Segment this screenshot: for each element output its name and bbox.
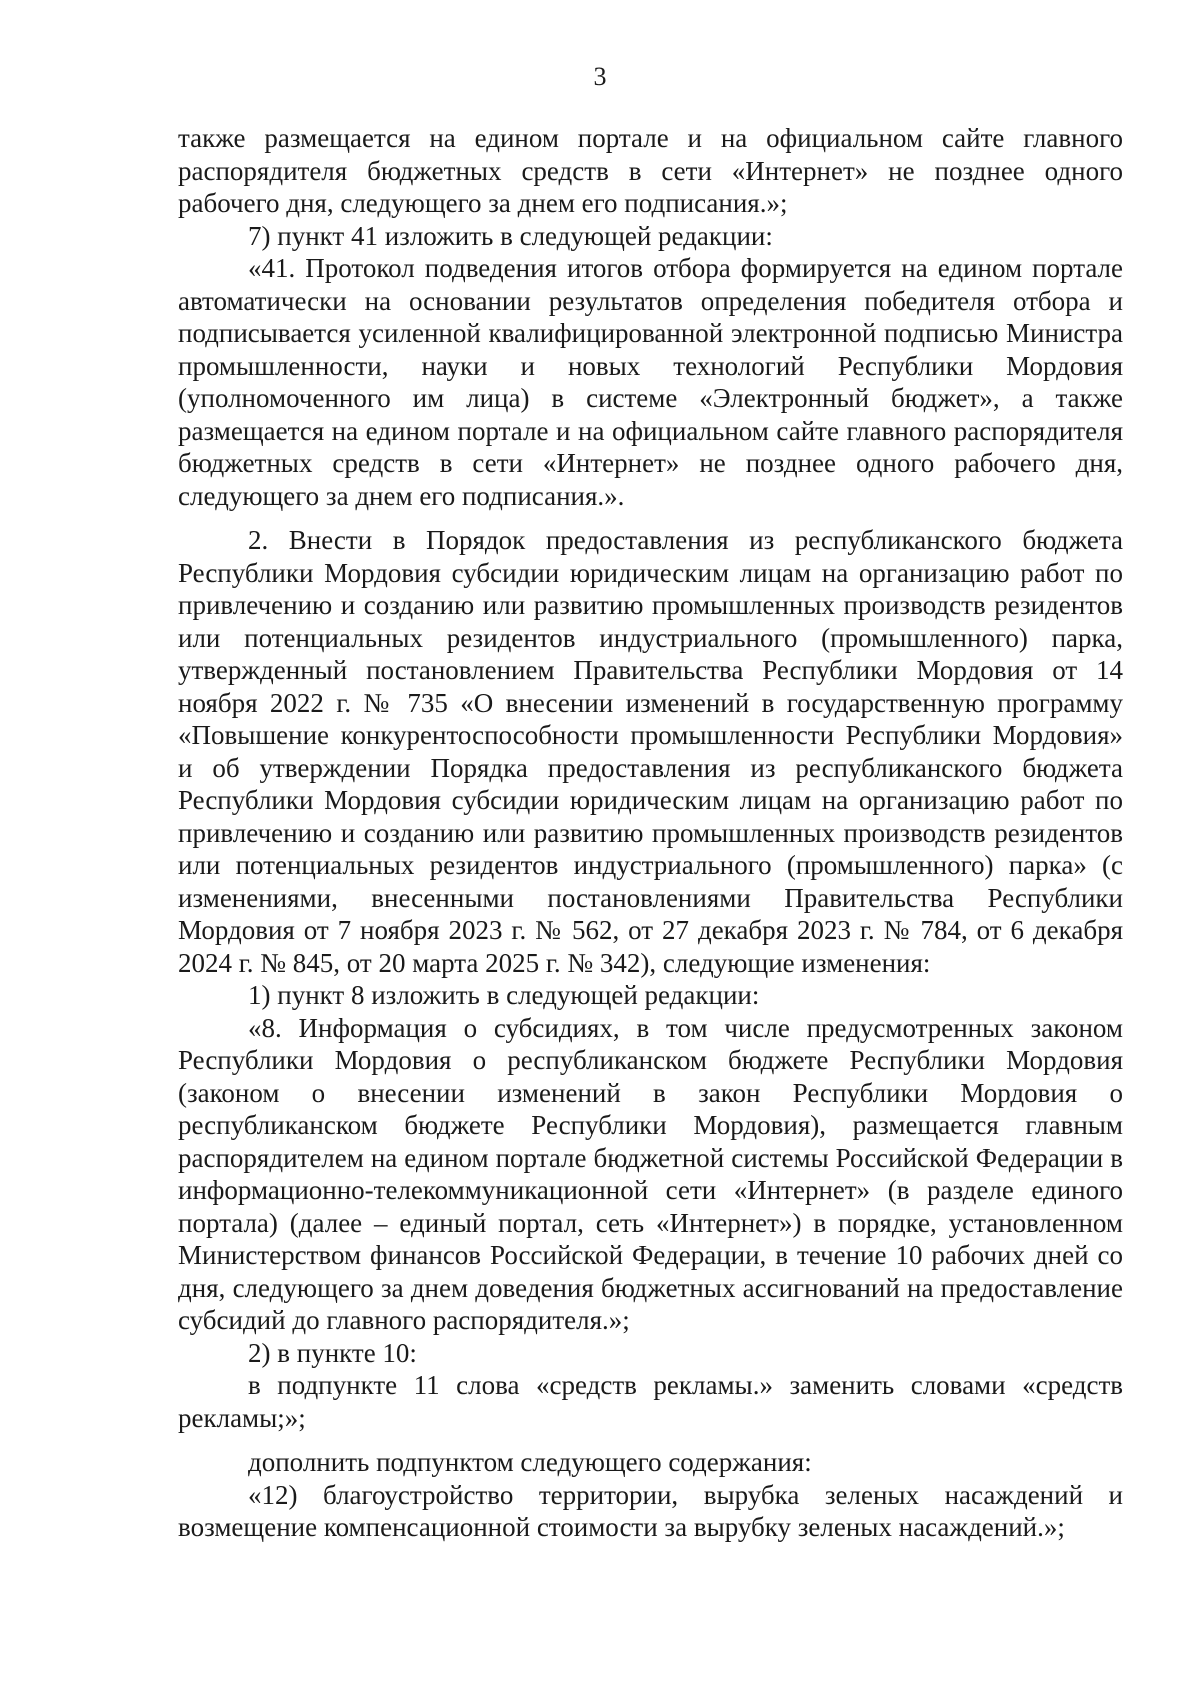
paragraph-section-2: 2. Внести в Порядок предоставления из республиканского бюджета Республики Мордовия субсидии юридическим лицам на организацию работ по привлечению и созданию или развитию промышленных производств резидентов или потенциальных резидентов индустриального (промышленного) парка, утвержденный постановлением Правительства Республики Мордовия от 14 ноября 2022 г. № 735 «О внесении изменений в государственную программу «Повышение конкурентоспособности промышленности Республики Мордовия» и об утверждении Порядка предоставления из республиканского бюджета Республики Мордовия субсидии юридическим лицам на организацию работ по привлечению и созданию или развитию промышленных производств резидентов или потенциальных резидентов индустриального (промышленного) парка» (с изменениями, внесенными постановлениями Правительства Республики Мордовия от 7 ноября 2023 г. № 562, от 27 декабря 2023 г. № 784, от 6 декабря 2024 г. № 845, от 20 марта 2025 г. № 342), следующие изменения: (178, 525, 1123, 978)
paragraph-item-1: 1) пункт 8 изложить в следующей редакции: (248, 980, 760, 1010)
paragraph-subclause-12: «12) благоустройство территории, вырубка зеленых насаждений и возмещение компенсационной стоимости за вырубку зеленых насаждений.»; (178, 1479, 1123, 1542)
page-number: 3 (593, 62, 607, 91)
document-body (178, 122, 1123, 1544)
paragraph-item-2: 2) в пункте 10: (248, 1337, 417, 1368)
paragraph-continuation: также размещается на едином портале и на официальном сайте главного распорядителя бюджетных средств в сети «Интернет» не позднее одного рабочего дня, следующего за днем его подписания.»; (178, 123, 1123, 218)
paragraph-clause-8: «8. Информация о субсидиях, в том числе предусмотренных законом Республики Мордовия о республиканском бюджете Республики Мордовия (законом о внесении изменений в закон Республики Мордовия о республиканском бюджете Республики Мордовия), размещается главным распорядителем на едином портале бюджетной системы Российской Федерации в информационно-телекоммуникационной сети «Интернет» (в разделе единого портала) (далее – единый портал, сеть «Интернет») в порядке, установленном Министерством финансов Российской Федерации, в течение 10 рабочих дней со дня, следующего за днем доведения бюджетных ассигнований на предоставление субсидий до главного распорядителя.»; (178, 1012, 1123, 1335)
paragraph-supplement: дополнить подпунктом следующего содержания: (248, 1447, 812, 1477)
paragraph-subclause-11: в подпункте 11 слова «средств рекламы.» заменить словами «средств рекламы;»; (178, 1370, 1123, 1433)
paragraph-clause-41: «41. Протокол подведения итогов отбора формируется на едином портале автоматически на основании результатов определения победителя отбора и подписывается усиленной квалифицированной электронной подписью Министра промышленности, науки и новых технологий Республики Мордовия (уполномоченного им лица) в системе «Электронный бюджет», а также размещается на едином портале и на официальном сайте главного распорядителя бюджетных средств в сети «Интернет» не позднее одного рабочего дня, следующего за днем его подписания.». (178, 253, 1123, 511)
paragraph-item-7: 7) пункт 41 изложить в следующей редакции: (248, 220, 773, 251)
